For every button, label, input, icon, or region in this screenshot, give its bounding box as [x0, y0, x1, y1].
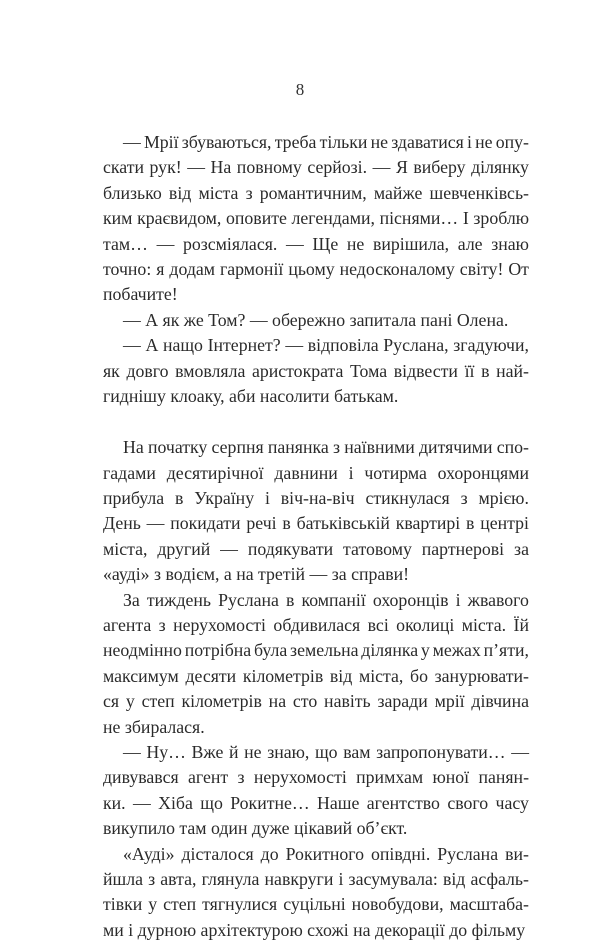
- text-line: ки. — Хіба що Рокитне… Наше агентство свого часу: [103, 792, 529, 813]
- text-line: близько від міста з романтичним, майже шевченківсь-: [103, 182, 529, 203]
- text-line: «Ауді» дісталося до Рокитного опівдні. Руслана ви-: [123, 843, 529, 864]
- text-line: йшла з авта, глянула навкруги і засумувала: від асфаль-: [103, 868, 529, 889]
- paragraph: [103, 130, 529, 308]
- paragraph: [103, 842, 529, 944]
- paragraph: [103, 740, 529, 842]
- text-body: [103, 130, 529, 943]
- text-line: там… — розсміялася. — Ще не вирішила, але знаю: [103, 233, 529, 254]
- text-line: викупило там один дуже цікавий об’єкт.: [103, 818, 408, 839]
- text-line: — Ну… Вже й не знаю, що вам запропонувати… —: [123, 741, 529, 762]
- text-line: «ауді» з водієм, а на третій — за справи!: [103, 564, 410, 585]
- text-line: неодмінно потрібна була земельна ділянка у межах п’яти,: [103, 640, 529, 661]
- text-line: ми і дурною архітектурою схожі на декорації до фільму: [103, 919, 526, 940]
- text-line: не збиралася.: [103, 716, 205, 737]
- text-line: За тиждень Руслана в компанії охоронців і жвавого: [123, 589, 529, 610]
- text-line: скати рук! — На повному серйозі. — Я виберу ділянку: [103, 157, 529, 178]
- page-number: 8: [295, 80, 305, 99]
- section-break: [103, 409, 529, 435]
- text-line: тівки у степ тягнулися суцільні новобудови, масштаба-: [103, 894, 529, 915]
- text-line: агента з нерухомості обдивилася всі околиці міста. Їй: [103, 615, 529, 636]
- text-line: ся у степ кілометрів на сто навіть заради мрії дівчина: [103, 691, 529, 712]
- text-line: — А нащо Інтернет? — відповіла Руслана, згадуючи,: [123, 335, 529, 356]
- text-line: точно: я додам гармонії цьому недосконалому світу! От: [103, 258, 529, 279]
- text-line: побачите!: [103, 284, 178, 305]
- paragraph: [103, 333, 529, 409]
- text-line: прибула в Україну і віч-на-віч стикнулася з мрією.: [103, 488, 529, 509]
- paragraph: [103, 435, 529, 587]
- text-line: дивувався агент з нерухомості примхам юної панян-: [103, 767, 529, 788]
- text-line: День — покидати речі в батьківській квартирі в центрі: [103, 513, 529, 534]
- paragraph: [103, 308, 529, 333]
- text-line: міста, другий — подякувати татовому партнерові за: [103, 538, 529, 559]
- text-line: На початку серпня панянка з наївними дитячими спо-: [123, 437, 529, 458]
- paragraph: [103, 588, 529, 740]
- text-line: як довго вмовляла аристократа Тома відвести її в най-: [103, 360, 529, 381]
- text-line: гиднішу клоаку, аби насолити батькам.: [103, 385, 399, 406]
- text-line: гадами десятирічної давнини і чотирма охоронцями: [103, 462, 529, 483]
- text-line: максимум десяти кілометрів від міста, бо занурювати-: [103, 665, 529, 686]
- text-line: — Мрії збуваються, треба тільки не здаватися і не опу-: [123, 132, 529, 152]
- text-line: ким краєвидом, оповите легендами, піснями… І зроблю: [103, 208, 529, 229]
- text-line: — А як же Том? — обережно запитала пані Олена.: [123, 309, 509, 330]
